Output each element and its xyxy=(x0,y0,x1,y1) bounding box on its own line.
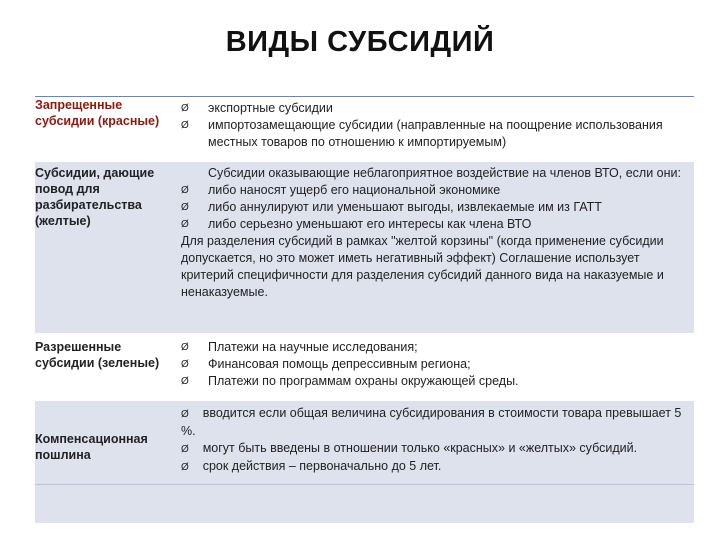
arrow-bullet-icon: Ø xyxy=(181,409,189,420)
list-item: Ø импортозамещающие субсидии (направленные на поощрение использования местных товаров по отношению к импортируемым) xyxy=(181,118,663,149)
list-item: Ø либо серьезно уменьшают его интересы как члена ВТО xyxy=(181,217,532,231)
list-item: Ø либо аннулируют или уменьшают выгоды, извлекаемые им из ГАТТ xyxy=(181,200,602,214)
row-content-actionable xyxy=(181,162,694,333)
row-label-permitted: Разрешенные субсидии (зеленые) xyxy=(35,333,181,401)
list-item: Ø могут быть введены в отношении только «красных» и «желтых» субсидий. xyxy=(181,441,638,455)
arrow-bullet-icon: Ø xyxy=(181,202,189,213)
table-row xyxy=(35,162,694,333)
list-item: Ø либо наносят ущерб его национальной экономике xyxy=(181,183,501,197)
row-content-prohibited xyxy=(181,97,694,163)
row-label-actionable: Субсидии, дающие повод для разбирательства (желтые) xyxy=(35,162,181,333)
subsidies-table xyxy=(35,96,694,523)
table-row xyxy=(35,333,694,401)
row-content-countervailing xyxy=(181,401,694,523)
row-label-prohibited: Запрещенные субсидии (красные) xyxy=(35,97,181,163)
list-item: Ø вводится если общая величина субсидирования в стоимости товара превышает 5 %. xyxy=(181,406,682,438)
row-intro: Субсидии оказывающие неблагоприятное воздействие на членов ВТО, если они: xyxy=(208,166,681,180)
list-item: Ø Платежи на научные исследования; xyxy=(181,340,418,354)
table-row xyxy=(35,401,694,523)
arrow-bullet-icon: Ø xyxy=(181,120,189,131)
list-item: Ø Платежи по программам охраны окружающей среды. xyxy=(181,374,519,388)
slide-title: ВИДЫ СУБСИДИЙ xyxy=(225,26,495,58)
list-item: Ø срок действия – первоначально до 5 лет. xyxy=(181,459,442,473)
arrow-bullet-icon: Ø xyxy=(181,462,189,473)
arrow-bullet-icon: Ø xyxy=(181,359,189,370)
arrow-bullet-icon: Ø xyxy=(181,219,189,230)
list-item: Ø экспортные субсидии xyxy=(181,101,333,115)
arrow-bullet-icon: Ø xyxy=(181,185,189,196)
arrow-bullet-icon: Ø xyxy=(181,444,189,455)
arrow-bullet-icon: Ø xyxy=(181,342,189,353)
table-row xyxy=(35,97,694,163)
list-item: Ø Финансовая помощь депрессивным региона; xyxy=(181,357,471,371)
row-label-countervailing: Компенсационная пошлина xyxy=(35,401,181,523)
arrow-bullet-icon: Ø xyxy=(181,103,189,114)
row-content-permitted xyxy=(181,333,694,401)
table-bottom-divider xyxy=(35,484,694,485)
row-paragraph: Для разделения субсидий в рамках "желтой корзины" (когда применение субсидии допускается, но это может иметь негативный эффект) Соглашение использует критерий специфичности для разделения субсидий данного вида на наказуемые и ненаказуемые. xyxy=(181,234,664,299)
arrow-bullet-icon: Ø xyxy=(181,376,189,387)
